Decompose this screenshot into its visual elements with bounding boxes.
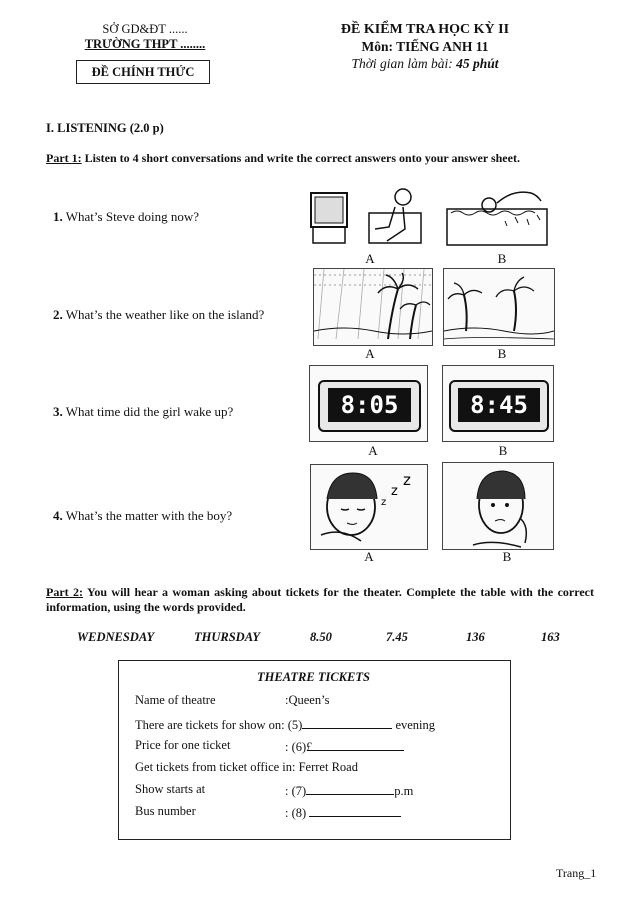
word-option: 8.50: [310, 630, 332, 644]
answer-blank-6[interactable]: [312, 738, 404, 751]
answer-blank-5[interactable]: [302, 716, 392, 729]
exam-title: ĐỀ KIỂM TRA HỌC KỲ II: [340, 22, 510, 37]
question-3: [53, 404, 233, 420]
question-2: [53, 307, 264, 323]
row-bus-number: [135, 804, 196, 819]
word-option: WEDNESDAY: [77, 630, 155, 644]
question-number: 4.: [53, 508, 63, 523]
row-show-start-value: [285, 782, 413, 799]
row-value: : (7): [285, 784, 307, 798]
part1-text: Listen to 4 short conversations and write the correct answers onto your answer sheet.: [81, 151, 520, 165]
row-show-start: [135, 782, 205, 797]
sleepy-boy-image: [310, 464, 428, 550]
swimming-image: [445, 183, 555, 247]
option-b-label: B: [497, 251, 507, 266]
exam-subject: Môn: TIẾNG ANH 11: [361, 39, 489, 54]
word-option: 163: [541, 630, 560, 644]
question-text: What’s Steve doing now?: [62, 209, 199, 224]
row-value: : (8): [285, 806, 310, 820]
exam-time-prefix: Thời gian làm bài:: [351, 56, 457, 71]
row-price: [135, 738, 230, 753]
svg-text:z: z: [381, 497, 387, 508]
word-option: THURSDAY: [194, 630, 260, 644]
tv-watching-image: [307, 183, 427, 251]
clock-image-b: [442, 365, 554, 442]
sunny-island-image: [443, 268, 555, 346]
table-title: THEATRE TICKETS: [257, 670, 370, 684]
section-title: I. LISTENING (2.0 p): [46, 121, 164, 135]
row-bus-number-value: [285, 804, 401, 821]
school-label: TRƯỜNG THPT ........: [84, 37, 206, 51]
official-label: ĐỀ CHÍNH THỨC: [91, 65, 195, 79]
exam-time-value: 45 phút: [456, 56, 499, 71]
question-number: 3.: [53, 404, 63, 419]
svg-text:z: z: [403, 471, 411, 489]
clock-image-a: [309, 365, 428, 442]
word-option: 136: [466, 630, 485, 644]
stormy-island-image: [313, 268, 433, 346]
option-b-label: B: [497, 346, 507, 361]
row-suffix: evening: [392, 718, 436, 732]
row-label: There are tickets for show on: (5): [135, 718, 303, 732]
row-show-day: [135, 716, 435, 733]
row-label: Show starts at: [135, 782, 206, 796]
clock-display-b: 8:45: [458, 388, 540, 422]
option-b-label: B: [498, 443, 508, 458]
question-4: [53, 508, 232, 524]
row-theatre-name: [135, 693, 216, 708]
word-option: 7.45: [386, 630, 408, 644]
clock-icon: [449, 380, 549, 432]
question-number: 2.: [53, 307, 63, 322]
worried-boy-image: [442, 462, 554, 550]
option-a-label: A: [365, 251, 375, 266]
row-label: Bus number: [135, 804, 196, 818]
answer-blank-7[interactable]: [306, 782, 394, 795]
row-ticket-office: Get tickets from ticket office in: Ferret Road: [135, 760, 358, 774]
answer-blank-8[interactable]: [309, 804, 401, 817]
svg-text:z: z: [391, 484, 398, 499]
row-suffix: p.m: [394, 784, 414, 798]
department-label: SỞ GD&ĐT ......: [102, 22, 188, 36]
question-text: What’s the weather like on the island?: [62, 307, 265, 322]
question-1: [53, 209, 199, 225]
row-value: : (6)£: [285, 740, 313, 754]
option-a-label: A: [365, 346, 375, 361]
row-theatre-value: :Queen’s: [285, 693, 330, 707]
exam-time: [320, 56, 530, 72]
part2-instruction: [46, 585, 594, 615]
row-label: Price for one ticket: [135, 738, 231, 752]
part1-instruction: [46, 151, 606, 166]
part2-text: You will hear a woman asking about tickets for the theater. Complete the table with the correct information, using the words provided.: [46, 585, 594, 614]
question-text: What’s the matter with the boy?: [62, 508, 233, 523]
row-price-value: [285, 738, 404, 755]
question-text: What time did the girl wake up?: [62, 404, 234, 419]
official-badge: [76, 60, 210, 84]
question-number: 1.: [53, 209, 63, 224]
clock-display-a: 8:05: [328, 388, 411, 422]
option-a-label: A: [368, 443, 378, 458]
row-label: Name of theatre: [135, 693, 216, 707]
clock-icon: [318, 380, 421, 432]
part1-label: Part 1:: [46, 151, 82, 165]
page-number: Trang_1: [556, 866, 597, 880]
part2-label: Part 2:: [46, 585, 84, 599]
option-b-label: B: [502, 549, 512, 564]
option-a-label: A: [364, 549, 374, 564]
